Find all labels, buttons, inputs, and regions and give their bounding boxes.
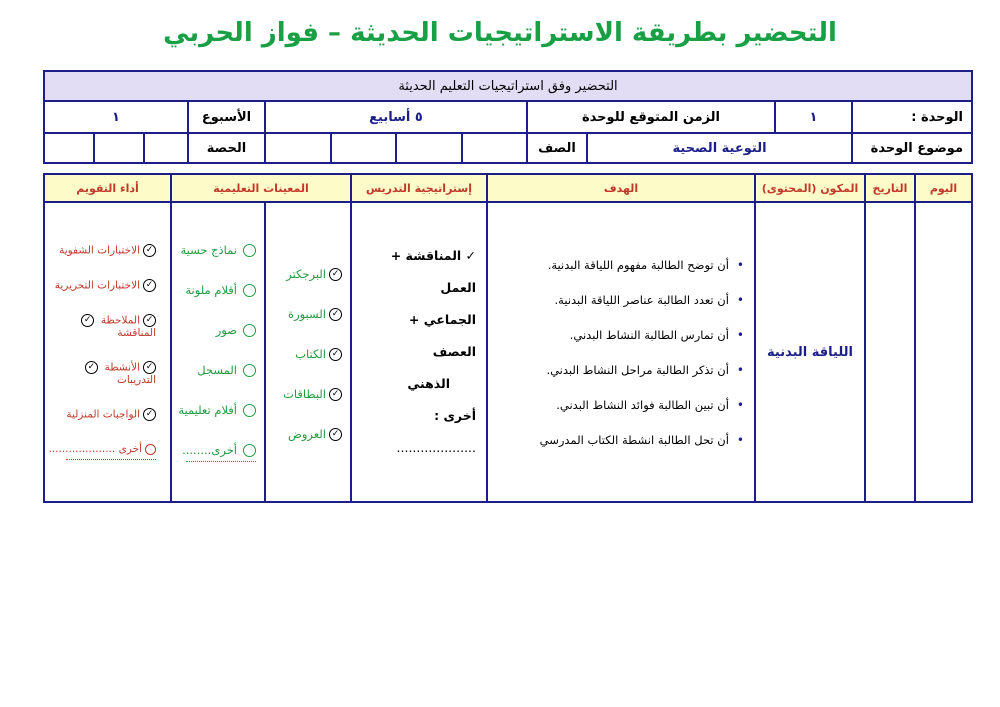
- evaluation-item: ✓الملاحظة ✓المناقشة: [45, 314, 170, 339]
- resource-item: أخرى........: [172, 443, 264, 457]
- empty-circle-icon: [243, 404, 256, 417]
- day-cell: [915, 202, 972, 502]
- checkmark-icon: ✓: [329, 388, 342, 401]
- resource-item: أفلام تعليمية: [172, 403, 264, 417]
- evaluation-list: [45, 244, 170, 455]
- resource-item: ✓الكتاب: [266, 347, 350, 361]
- week-value: ١: [44, 101, 188, 133]
- grade-cell-3: [331, 133, 397, 163]
- checkmark-icon: ✓: [85, 361, 98, 374]
- checkmark-icon: ✓: [143, 279, 156, 292]
- plan-table: [43, 173, 973, 503]
- dotted-line: [66, 459, 156, 460]
- strategy-line: الذهني: [407, 376, 450, 391]
- page-title: التحضير بطريقة الاستراتيجيات الحديثة – فواز الحربي: [163, 18, 837, 48]
- date-cell: [865, 202, 915, 502]
- period-label: الحصة: [188, 133, 265, 163]
- resources-header: المعينات التعليمية: [171, 174, 351, 202]
- empty-circle-icon: [243, 364, 256, 377]
- period-cell-3: [44, 133, 94, 163]
- day-header: اليوم: [915, 174, 972, 202]
- resource-item: نماذج حسية: [172, 243, 264, 257]
- topic-value: التوعية الصحية: [587, 133, 852, 163]
- empty-circle-icon: [243, 244, 256, 257]
- resource-item: ✓البطاقات: [266, 387, 350, 401]
- strategy-line: الجماعي + العصف: [408, 312, 476, 359]
- content-cell: اللياقة البدنية: [755, 202, 865, 502]
- checkmark-icon: ✓: [143, 244, 156, 257]
- resources-open-list: [172, 243, 264, 457]
- evaluation-item: ✓الأنشطة ✓التدريبات: [45, 361, 170, 386]
- expected-time-label: الزمن المتوقع للوحدة: [527, 101, 775, 133]
- resource-item: صور: [172, 323, 264, 337]
- checkmark-icon: ✓: [329, 268, 342, 281]
- resources-checked-list: [266, 263, 350, 441]
- goal-item: •أن تحل الطالبة انشطة الكتاب المدرسي: [539, 432, 744, 447]
- goal-item: •أن تمارس الطالبة النشاط البدني.: [569, 327, 744, 342]
- resources-checked-cell: [265, 202, 351, 502]
- checkmark-icon: ✓: [143, 314, 156, 327]
- evaluation-header: أداء التقويم: [44, 174, 171, 202]
- topic-label: موضوع الوحدة: [852, 133, 972, 163]
- evaluation-cell: [44, 202, 171, 502]
- checkmark-icon: ✓: [81, 314, 94, 327]
- checkmark-icon: ✓: [143, 408, 156, 421]
- resource-item: ✓العروض: [266, 427, 350, 441]
- checkmark-icon: ✓: [329, 308, 342, 321]
- checkmark-icon: ✓: [329, 428, 342, 441]
- resources-open-cell: [171, 202, 265, 502]
- unit-value: ١: [775, 101, 852, 133]
- period-cell-1: [144, 133, 188, 163]
- goal-header: الهدف: [487, 174, 755, 202]
- resource-item: ✓السبورة: [266, 307, 350, 321]
- unit-label: الوحدة :: [852, 101, 972, 133]
- grade-cell-1: [462, 133, 528, 163]
- checkmark-icon: ✓: [329, 348, 342, 361]
- strategy-header: إستراتيجية التدريس: [351, 174, 487, 202]
- evaluation-item: ✓الواجبات المنزلية: [45, 408, 170, 421]
- strategy-line: ✓ المناقشة + العمل: [390, 248, 476, 295]
- strategy-cell: [351, 202, 487, 502]
- period-cell-2: [94, 133, 144, 163]
- header-table: [43, 70, 973, 164]
- goal-item: •أن تبين الطالبة فوائد النشاط البدني.: [556, 397, 744, 412]
- empty-circle-icon: [145, 444, 156, 455]
- goal-item: •أن توضح الطالبة مفهوم اللياقة البدنية.: [547, 257, 744, 272]
- empty-circle-icon: [243, 324, 256, 337]
- grade-cell-2: [396, 133, 462, 163]
- goal-item: •أن تعدد الطالبة عناصر اللياقة البدنية.: [554, 292, 744, 307]
- grade-cell-4: [265, 133, 331, 163]
- resource-item: المسجل: [172, 363, 264, 377]
- table-caption: التحضير وفق استراتيجيات التعليم الحديثة: [44, 71, 972, 101]
- dotted-line: [186, 461, 256, 462]
- evaluation-item: أخرى ....................: [45, 443, 170, 455]
- empty-circle-icon: [243, 444, 256, 457]
- grade-label: الصف: [527, 133, 587, 163]
- goal-cell: [487, 202, 755, 502]
- resource-item: ✓البرجكتر: [266, 267, 350, 281]
- content-header: المكون (المحتوى): [755, 174, 865, 202]
- goal-item: •أن تذكر الطالبة مراحل النشاط البدني.: [546, 362, 744, 377]
- checkmark-icon: ✓: [143, 361, 156, 374]
- resource-item: أقلام ملونة: [172, 283, 264, 297]
- strategy-other: أخرى : ....................: [396, 408, 476, 455]
- evaluation-item: ✓الاختبارات الشفوية: [45, 244, 170, 257]
- date-header: التاريخ: [865, 174, 915, 202]
- empty-circle-icon: [243, 284, 256, 297]
- expected-time-value: ٥ أسابيع: [265, 101, 527, 133]
- goal-list: [488, 258, 754, 447]
- week-label: الأسبوع: [188, 101, 265, 133]
- evaluation-item: ✓الاختبارات التحريرية: [45, 279, 170, 292]
